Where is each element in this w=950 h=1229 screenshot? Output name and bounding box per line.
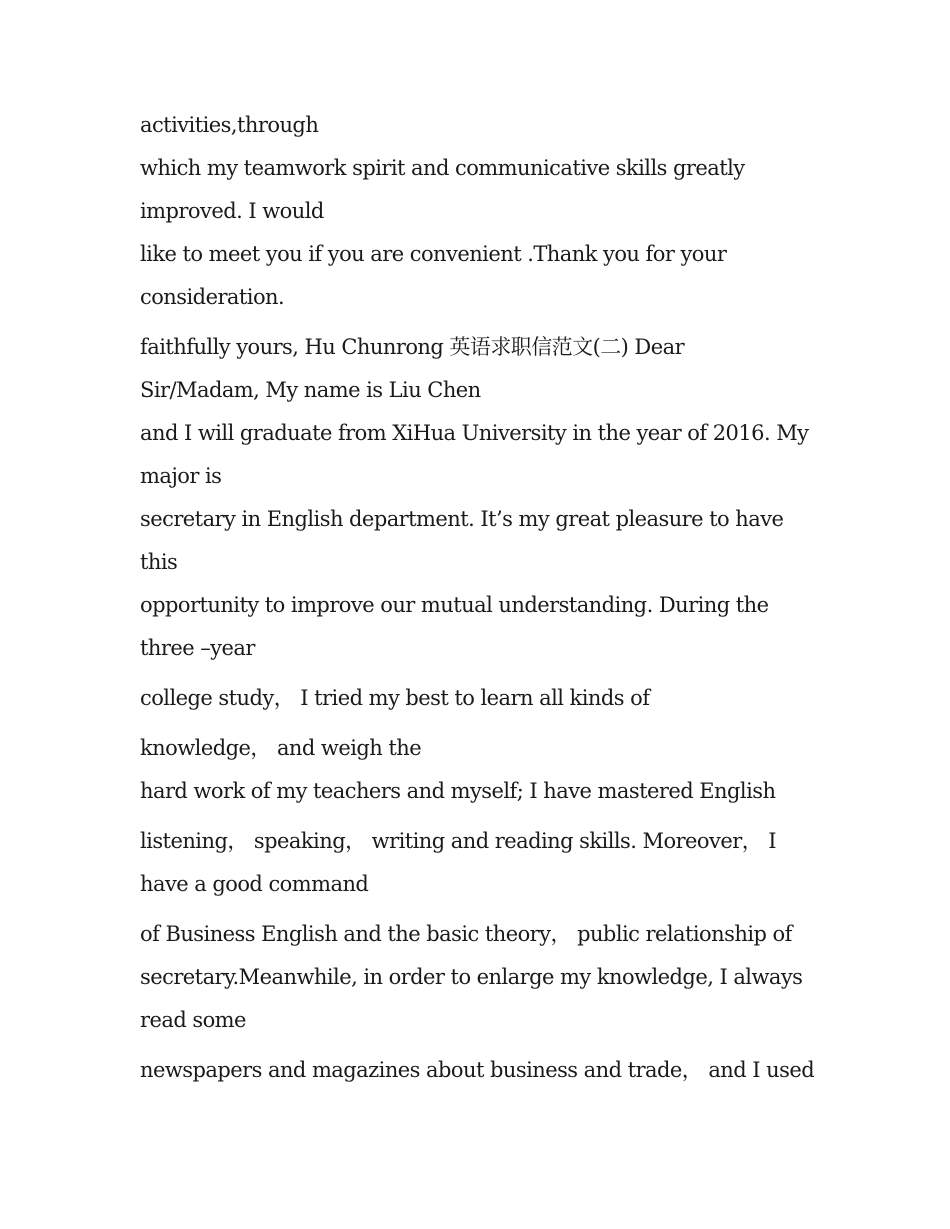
text-line: of Business English and the basic theory， public relationship of — [140, 922, 792, 946]
text-line: have a good command — [140, 872, 369, 896]
text-line: like to meet you if you are convenient .Thank you for your — [140, 242, 727, 266]
text-line: opportunity to improve our mutual understanding. During the — [140, 593, 769, 617]
text-line: which my teamwork spirit and communicative skills greatly — [140, 156, 745, 180]
letter-body — [140, 110, 820, 1098]
text-line: secretary in English department. It’s my great pleasure to have — [140, 507, 784, 531]
text-line: activities,through — [140, 113, 319, 137]
text-line: consideration. — [140, 285, 285, 309]
text-line: knowledge， and weigh the — [140, 736, 422, 760]
text-line: this — [140, 550, 178, 574]
text-line: hard work of my teachers and myself; I have mastered English — [140, 779, 776, 803]
text-line: major is — [140, 464, 222, 488]
text-line: faithfully yours, Hu Chunrong 英语求职信范文(二) Dear — [140, 335, 685, 359]
text-line: Sir/Madam, My name is Liu Chen — [140, 378, 481, 402]
text-line: listening， speaking， writing and reading skills. Moreover， I — [140, 829, 777, 853]
text-line: and I will graduate from XiHua University in the year of 2016. My — [140, 421, 809, 445]
text-line: improved. I would — [140, 199, 324, 223]
text-line: college study， I tried my best to learn all kinds of — [140, 686, 650, 710]
text-line: newspapers and magazines about business and trade， and I used — [140, 1058, 815, 1082]
text-line: read some — [140, 1008, 246, 1032]
text-line: secretary.Meanwhile, in order to enlarge my knowledge, I always — [140, 965, 803, 989]
text-line: three –year — [140, 636, 255, 660]
